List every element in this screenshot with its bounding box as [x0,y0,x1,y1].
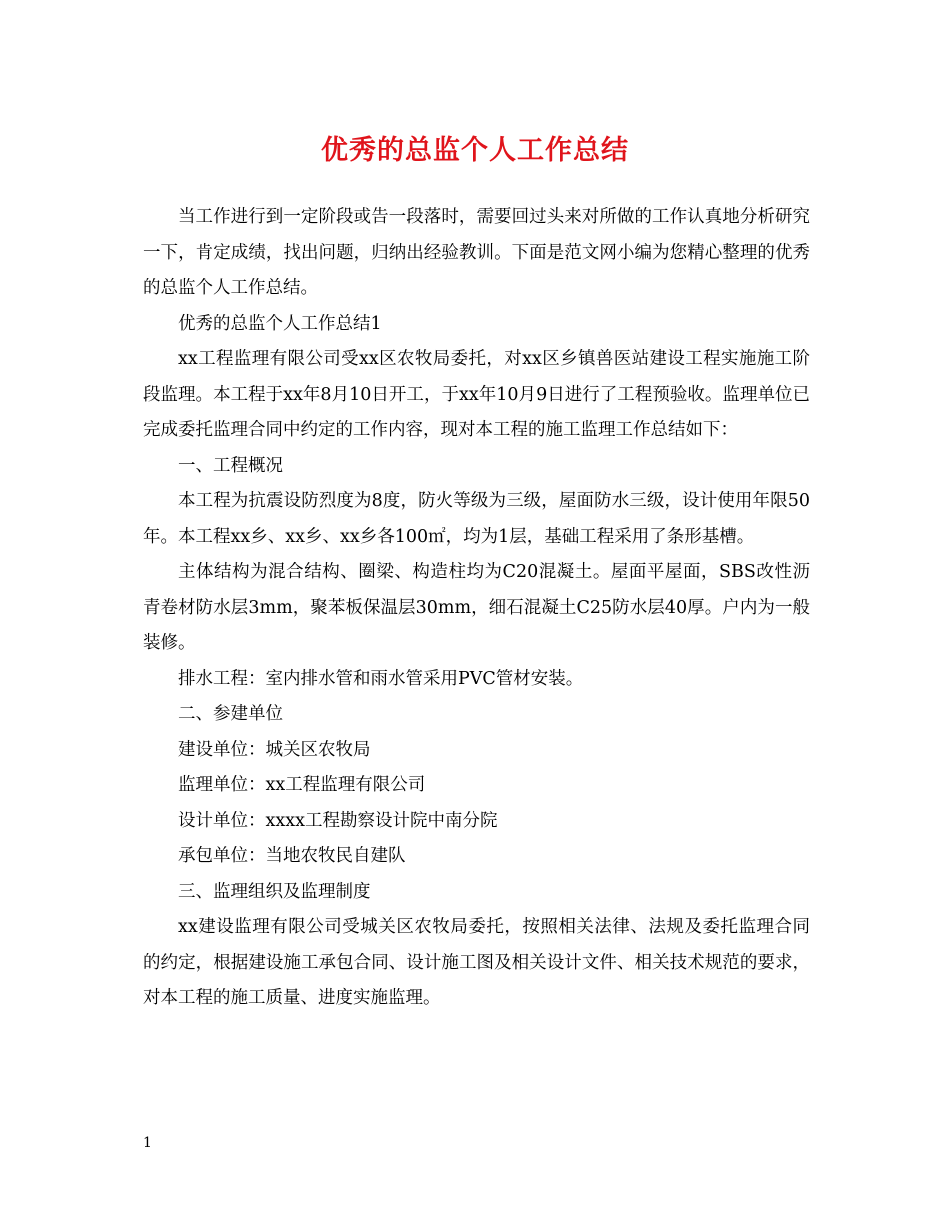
body-paragraph: xx建设监理有限公司受城关区农牧局委托，按照相关法律、法规及委托监理合同的约定，根据建设施工承包合同、设计施工图及相关设计文件、相关技术规范的要求，对本工程的施工质量、进度实施监理。 [143,917,810,1008]
document-title: 优秀的总监个人工作总结 [321,135,629,166]
body-paragraph: xx工程监理有限公司受xx区农牧局委托，对xx区乡镇兽医站建设工程实施施工阶段监理。本工程于xx年8月10日开工，于xx年10月9日进行了工程预验收。监理单位已完成委托监理合同中约定的工作内容，现对本工程的施工监理工作总结如下： [143,349,810,440]
section-heading: 二、参建单位 [178,704,283,724]
body-paragraph: 本工程为抗震设防烈度为8度，防火等级为三级，屋面防水三级，设计使用年限50年。本工程xx乡、xx乡、xx乡各100㎡，均为1层，基础工程采用了条形基槽。 [143,491,810,547]
participant-line: 承包单位：当地农牧民自建队 [178,846,406,866]
participant-line: 监理单位：xx工程监理有限公司 [178,775,426,795]
section-heading: 优秀的总监个人工作总结1 [178,313,382,334]
body-paragraph: 排水工程：室内排水管和雨水管采用PVC管材安装。 [178,668,584,689]
participant-line: 设计单位：xxxx工程勘察设计院中南分院 [178,810,498,831]
section-heading: 三、监理组织及监理制度 [178,881,371,902]
page-number: 1 [143,1135,152,1151]
section-heading: 一、工程概况 [178,455,283,476]
intro-paragraph: 当工作进行到一定阶段或告一段落时，需要回过头来对所做的工作认真地分析研究一下，肯定成绩，找出问题，归纳出经验教训。下面是范文网小编为您精心整理的优秀的总监个人工作总结。 [143,207,810,298]
participant-line: 建设单位：城关区农牧局 [178,739,371,760]
body-paragraph: 主体结构为混合结构、圈梁、构造柱均为C20混凝土。屋面平屋面，SBS改性沥青卷材防水层3mm，聚苯板保温层30mm，细石混凝土C25防水层40厚。户内为一般装修。 [143,562,810,653]
document-body [143,200,810,1017]
